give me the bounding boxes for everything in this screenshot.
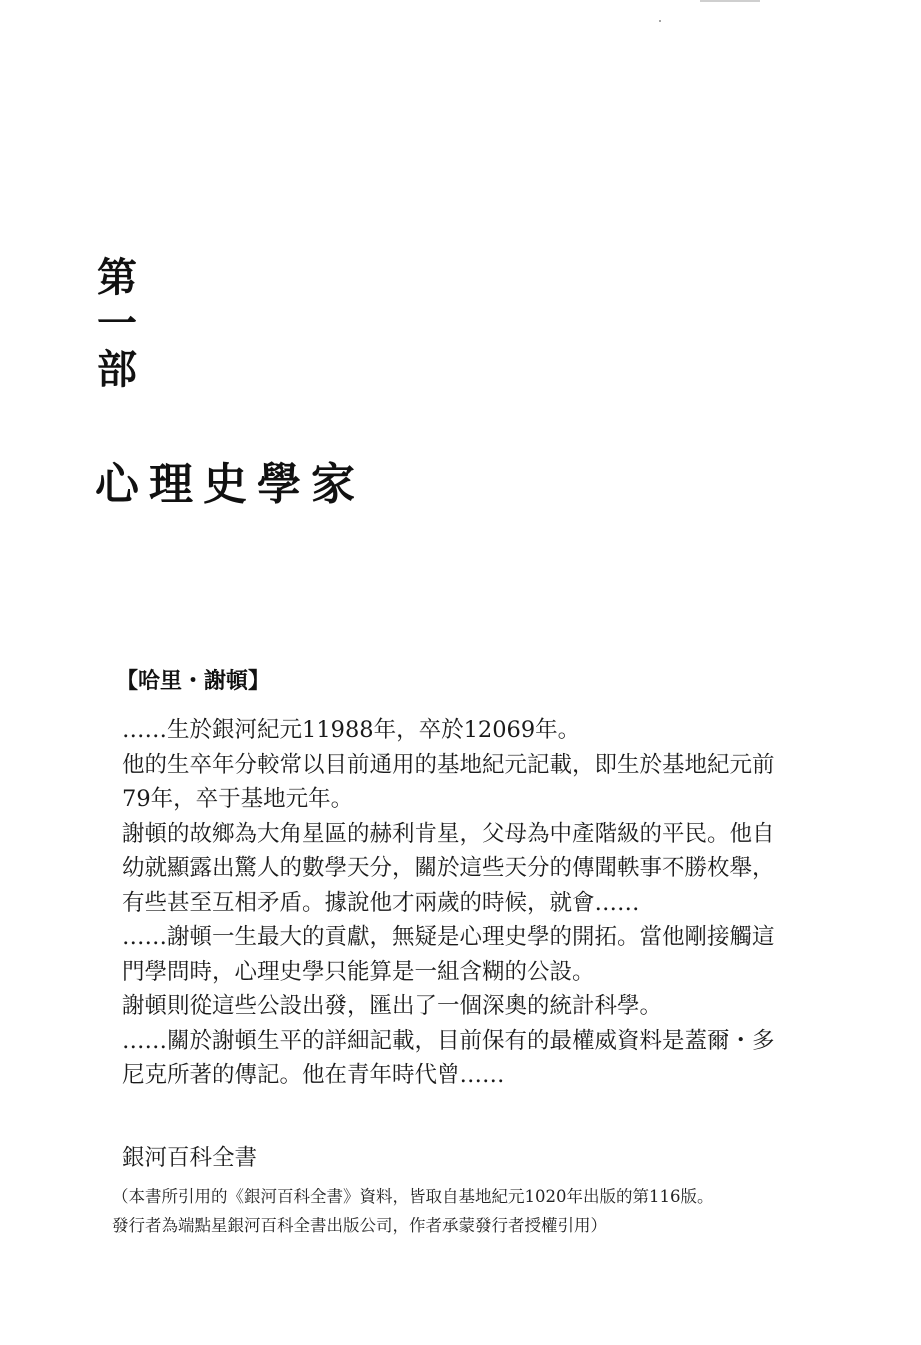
part-title: 心理史學家 bbox=[95, 459, 365, 510]
body-line: 79年，卒于基地元年。 bbox=[122, 786, 354, 812]
scan-edge-mark bbox=[700, 0, 760, 2]
body-line: 幼就顯露出驚人的數學天分，關於這些天分的傳聞軼事不勝枚舉， bbox=[122, 855, 775, 881]
body-line: ……生於銀河紀元11988年，卒於12069年。 bbox=[122, 717, 581, 743]
body-line: 他的生卒年分較常以目前通用的基地紀元記載，即生於基地紀元前 bbox=[122, 751, 775, 778]
note-line: 發行者為端點星銀河百科全書出版公司，作者承蒙發行者授權引用） bbox=[112, 1216, 607, 1235]
part-char: 一 bbox=[97, 300, 137, 347]
body-line: 謝頓則從這些公設出發，匯出了一個深奧的統計科學。 bbox=[122, 993, 663, 1019]
part-number-vertical bbox=[92, 255, 142, 393]
entry-heading: 【哈里・謝頓】 bbox=[116, 669, 271, 694]
body-line: 有些甚至互相矛盾。據說他才兩歲的時候，就會…… bbox=[122, 889, 640, 916]
note-line: （本書所引用的《銀河百科全書》資料，皆取自基地紀元1020年出版的第116版。 bbox=[112, 1187, 714, 1206]
body-line: ……關於謝頓生平的詳細記載，目前保有的最權威資料是蓋爾・多 bbox=[122, 1027, 775, 1054]
entry-body bbox=[122, 713, 812, 1093]
body-line: 門學問時，心理史學只能算是一組含糊的公設。 bbox=[122, 958, 595, 985]
body-line: 謝頓的故鄉為大角星區的赫利肯星，父母為中產階級的平民。他自 bbox=[122, 820, 775, 847]
body-line: ……謝頓一生最大的貢獻，無疑是心理史學的開拓。當他剛接觸這 bbox=[122, 924, 775, 950]
scan-speck bbox=[659, 20, 661, 22]
source-name: 銀河百科全書 bbox=[122, 1145, 258, 1171]
source-note bbox=[112, 1182, 812, 1240]
part-char: 部 bbox=[97, 346, 137, 393]
part-char: 第 bbox=[97, 254, 137, 301]
body-line: 尼克所著的傳記。他在青年時代曾…… bbox=[122, 1062, 505, 1088]
